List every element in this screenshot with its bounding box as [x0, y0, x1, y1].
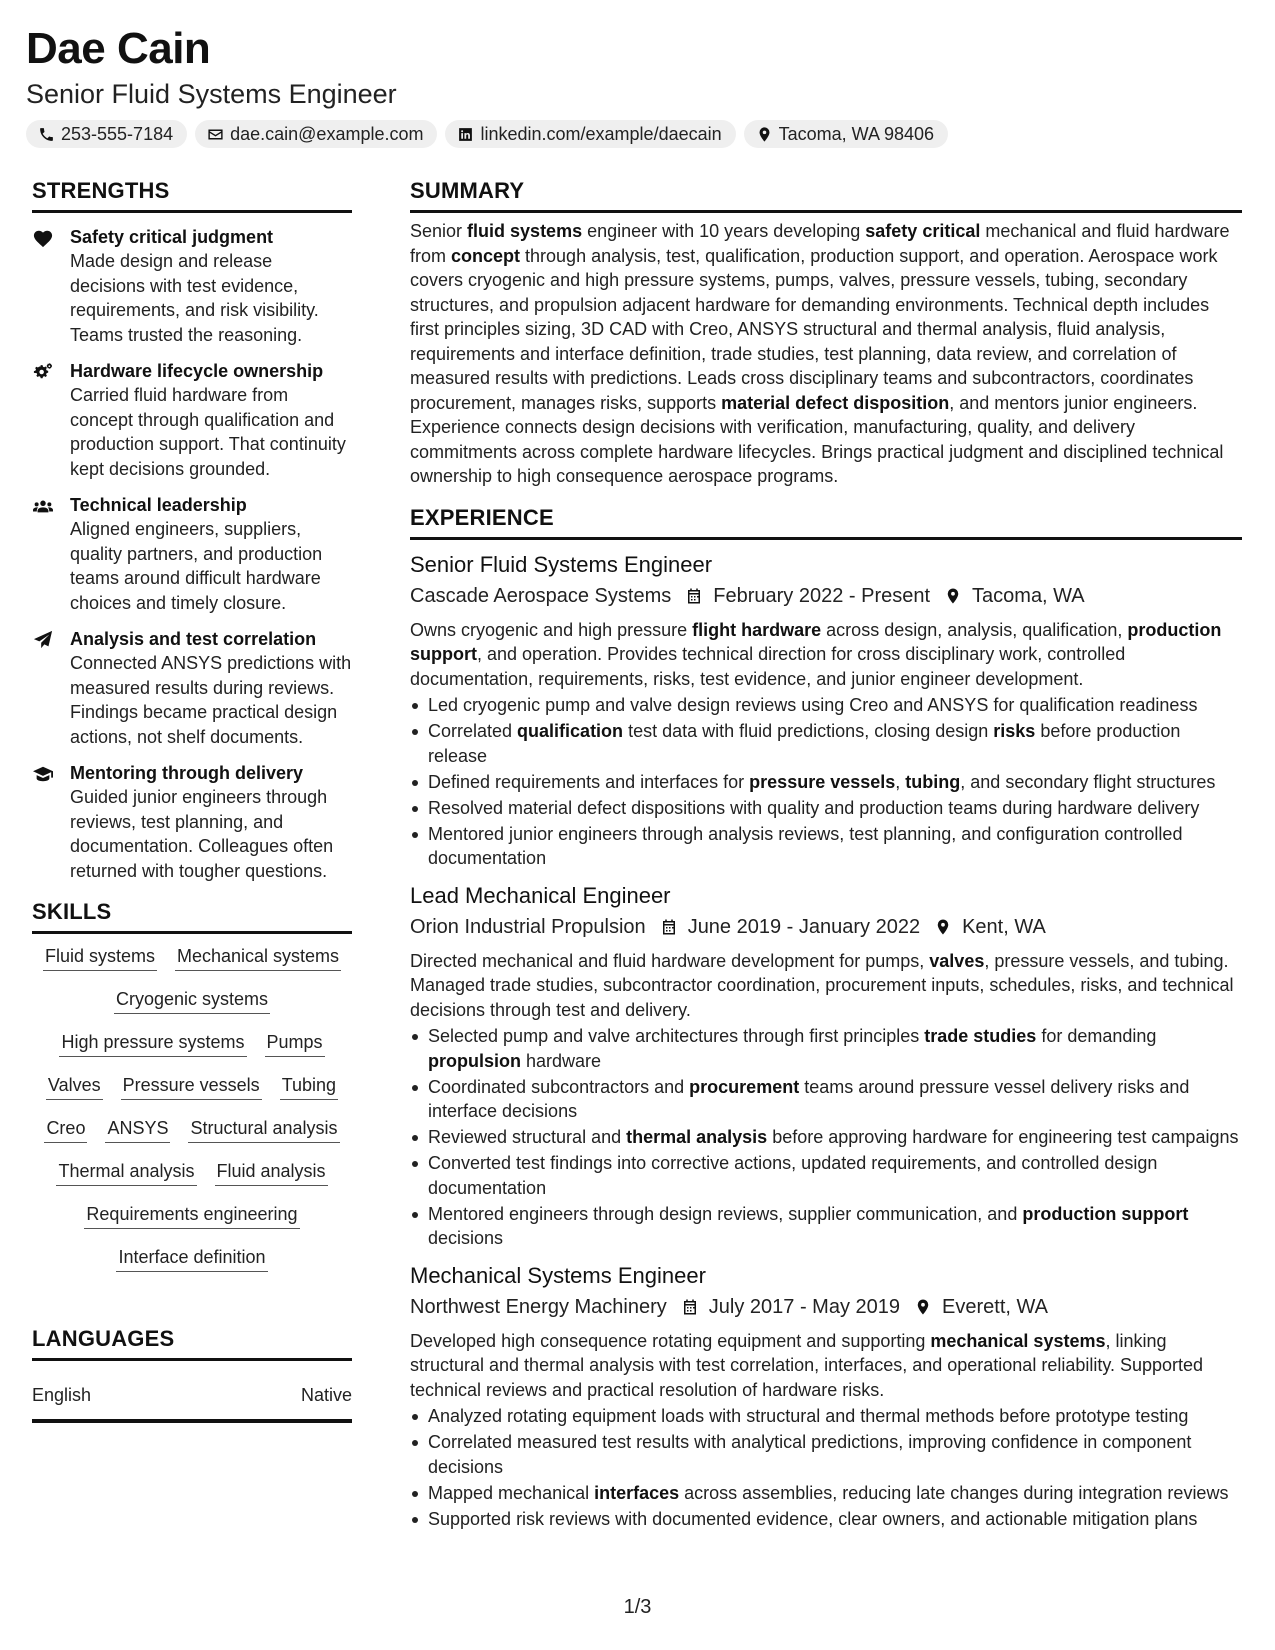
- job-dates: June 2019 - January 2022: [687, 915, 921, 938]
- location-pin-icon: [756, 126, 773, 143]
- calendar-icon: [660, 918, 678, 936]
- strength-item: [32, 225, 352, 347]
- languages-heading: LANGUAGES: [32, 1324, 352, 1361]
- contact-text: dae.cain@example.com: [230, 123, 424, 144]
- list-item: Resolved material defect dispositions with quality and production teams during hardware delivery: [410, 796, 1242, 821]
- job-dates: February 2022 - Present: [713, 584, 931, 607]
- job-company: Orion Industrial Propulsion: [410, 915, 646, 938]
- job-title: Senior Fluid Systems Engineer: [410, 551, 713, 577]
- page-number: 1/3: [623, 1596, 652, 1618]
- contact-text: linkedin.com/example/daecain: [480, 123, 722, 144]
- list-item: Reviewed structural and thermal analysis before approving hardware for engineering test campaigns: [410, 1125, 1242, 1150]
- skills-list: [32, 944, 352, 1272]
- contact-bar: [26, 120, 1246, 148]
- skill-tag: Interface definition: [116, 1245, 267, 1272]
- list-item: Converted test findings into corrective actions, updated requirements, and controlled design documentation: [410, 1151, 1242, 1200]
- list-item: Defined requirements and interfaces for pressure vessels, tubing, and secondary flight structures: [410, 770, 1242, 795]
- summary-text: Senior fluid systems engineer with 10 years developing safety critical mechanical and fluid hardware from concept through analysis, test, qualification, production support, and operation. Aerospace work covers cryogenic and high pressure systems, pumps, valves, pressure vessels, tubing, secondary structures, and propulsion adjacent hardware for demanding environments. Technical depth includes first principles sizing, 3D CAD with Creo, ANSYS structural and thermal analysis, fluid analysis, requirements and interface definition, trade studies, test planning, data review, and correlation of measured results with predictions. Leads cross disciplinary teams and subcontractors, coordinates procurement, manages risks, supports material defect disposition, and mentors junior engineers. Experience connects design decisions with verification, manufacturing, quality, and delivery commitments across complete hardware lifecycles. Brings practical judgment and disciplined technical ownership to high consequence aerospace programs.: [410, 221, 1230, 486]
- skill-tag: Valves: [46, 1073, 103, 1100]
- skill-tag: Fluid systems: [43, 944, 157, 971]
- job-description: Owns cryogenic and high pressure flight hardware across design, analysis, qualification, production support, and operation. Provides technical direction for cross disciplinary work, controlled documentation, requirements, risks, test evidence, and junior engineer development.: [410, 619, 1222, 689]
- skill-tag: Pressure vessels: [121, 1073, 262, 1100]
- calendar-icon: [681, 1298, 699, 1316]
- strength-title: Analysis and test correlation: [70, 629, 317, 649]
- skill-tag: Tubing: [280, 1073, 338, 1100]
- list-item: Correlated measured test results with analytical predictions, improving confidence in component decisions: [410, 1430, 1242, 1479]
- experience-heading: EXPERIENCE: [410, 503, 1242, 540]
- list-item: Selected pump and valve architectures through first principles trade studies for demanding propulsion hardware: [410, 1024, 1242, 1073]
- strength-item: [32, 627, 352, 749]
- skill-tag: High pressure systems: [59, 1030, 246, 1057]
- contact-linkedin[interactable]: [445, 120, 735, 148]
- job-company: Northwest Energy Machinery: [410, 1295, 667, 1318]
- skill-tag: Structural analysis: [188, 1116, 339, 1143]
- candidate-name: Dae Cain: [26, 24, 211, 73]
- location-pin-icon: [944, 587, 962, 605]
- skill-tag: Creo: [44, 1116, 87, 1143]
- strength-desc: Made design and release decisions with test evidence, requirements, and risk visibility. Teams trusted the reasoning.: [70, 251, 319, 345]
- envelope-icon: [207, 126, 224, 143]
- job-entry: [410, 1261, 1242, 1532]
- job-description: Developed high consequence rotating equipment and supporting mechanical systems, linking structural and thermal analysis with test correlation, interfaces, and operational reliability. Supported technical reviews and practical resolution of hardware risks.: [410, 1330, 1204, 1400]
- job-location: Everett, WA: [942, 1295, 1048, 1318]
- candidate-role: Senior Fluid Systems Engineer: [26, 79, 397, 109]
- heart-icon: [32, 228, 54, 248]
- strength-item: [32, 359, 352, 481]
- strengths-heading: STRENGTHS: [32, 176, 352, 213]
- list-item: Mentored junior engineers through analysis reviews, test planning, and configuration controlled documentation: [410, 822, 1242, 871]
- strength-title: Safety critical judgment: [70, 227, 274, 247]
- job-title: Mechanical Systems Engineer: [410, 1262, 706, 1288]
- strength-title: Mentoring through delivery: [70, 763, 304, 783]
- list-item: Mapped mechanical interfaces across assemblies, reducing late changes during integration reviews: [410, 1481, 1242, 1506]
- strength-desc: Aligned engineers, suppliers, quality partners, and production teams around difficult hardware choices and timely closure.: [70, 519, 323, 613]
- strength-title: Hardware lifecycle ownership: [70, 361, 324, 381]
- job-description: Directed mechanical and fluid hardware development for pumps, valves, pressure vessels, and tubing. Managed trade studies, subcontractor coordination, procurement inputs, schedules, risks, and technical decisions through test and delivery.: [410, 950, 1234, 1020]
- phone-icon: [38, 126, 55, 143]
- graduation-cap-icon: [32, 764, 54, 784]
- gears-icon: [32, 362, 54, 382]
- skills-heading: SKILLS: [32, 897, 352, 934]
- strength-item: [32, 493, 352, 615]
- summary-heading: SUMMARY: [410, 176, 1242, 213]
- job-dates: July 2017 - May 2019: [708, 1295, 901, 1318]
- paper-plane-icon: [32, 630, 54, 650]
- list-item: Correlated qualification test data with fluid predictions, closing design risks before production release: [410, 719, 1242, 768]
- experience-list: [410, 550, 1242, 1532]
- list-item: Coordinated subcontractors and procurement teams around pressure vessel delivery risks and interface decisions: [410, 1075, 1242, 1124]
- strength-title: Technical leadership: [70, 495, 247, 515]
- strength-item: [32, 761, 352, 883]
- contact-location: [744, 120, 948, 148]
- strengths-list: [32, 225, 352, 883]
- skill-tag: Pumps: [265, 1030, 325, 1057]
- job-company: Cascade Aerospace Systems: [410, 584, 672, 607]
- calendar-icon: [685, 587, 703, 605]
- left-column: [32, 176, 352, 1423]
- users-icon: [32, 496, 54, 516]
- job-bullets: [410, 1024, 1242, 1251]
- list-item: Mentored engineers through design reviews, supplier communication, and production support decisions: [410, 1202, 1242, 1251]
- strength-desc: Guided junior engineers through reviews, test planning, and documentation. Colleagues often returned with tougher questions.: [70, 787, 334, 881]
- job-bullets: [410, 1404, 1242, 1531]
- list-item: Led cryogenic pump and valve design reviews using Creo and ANSYS for qualification readiness: [410, 693, 1242, 718]
- skill-tag: Thermal analysis: [56, 1159, 196, 1186]
- job-meta: [410, 1293, 1242, 1321]
- contact-phone[interactable]: [26, 120, 187, 148]
- location-pin-icon: [934, 918, 952, 936]
- job-entry: [410, 550, 1242, 871]
- skill-tag: Fluid analysis: [215, 1159, 328, 1186]
- skill-tag: ANSYS: [105, 1116, 170, 1143]
- location-pin-icon: [914, 1298, 932, 1316]
- job-entry: [410, 881, 1242, 1251]
- language-level: Native: [300, 1385, 352, 1405]
- right-column: [410, 176, 1242, 1533]
- job-title: Lead Mechanical Engineer: [410, 882, 671, 908]
- contact-email[interactable]: [195, 120, 437, 148]
- job-bullets: [410, 693, 1242, 871]
- job-location: Tacoma, WA: [972, 584, 1085, 607]
- job-location: Kent, WA: [962, 915, 1046, 938]
- contact-text: 253-555-7184: [61, 123, 174, 144]
- language-row: [32, 1383, 352, 1423]
- skill-tag: Cryogenic systems: [114, 987, 270, 1014]
- linkedin-icon: [457, 126, 474, 143]
- skill-tag: Mechanical systems: [175, 944, 341, 971]
- strength-desc: Connected ANSYS predictions with measured results during reviews. Findings became practical design actions, not shelf documents.: [70, 653, 352, 747]
- list-item: Analyzed rotating equipment loads with structural and thermal methods before prototype testing: [410, 1404, 1242, 1429]
- contact-text: Tacoma, WA 98406: [778, 123, 935, 144]
- resume-header: [26, 22, 1246, 148]
- language-name: English: [32, 1385, 92, 1405]
- strength-desc: Carried fluid hardware from concept through qualification and production support. That continuity kept decisions grounded.: [70, 385, 346, 479]
- list-item: Supported risk reviews with documented evidence, clear owners, and actionable mitigation plans: [410, 1507, 1242, 1532]
- job-meta: [410, 913, 1242, 941]
- job-meta: [410, 582, 1242, 610]
- skill-tag: Requirements engineering: [84, 1202, 299, 1229]
